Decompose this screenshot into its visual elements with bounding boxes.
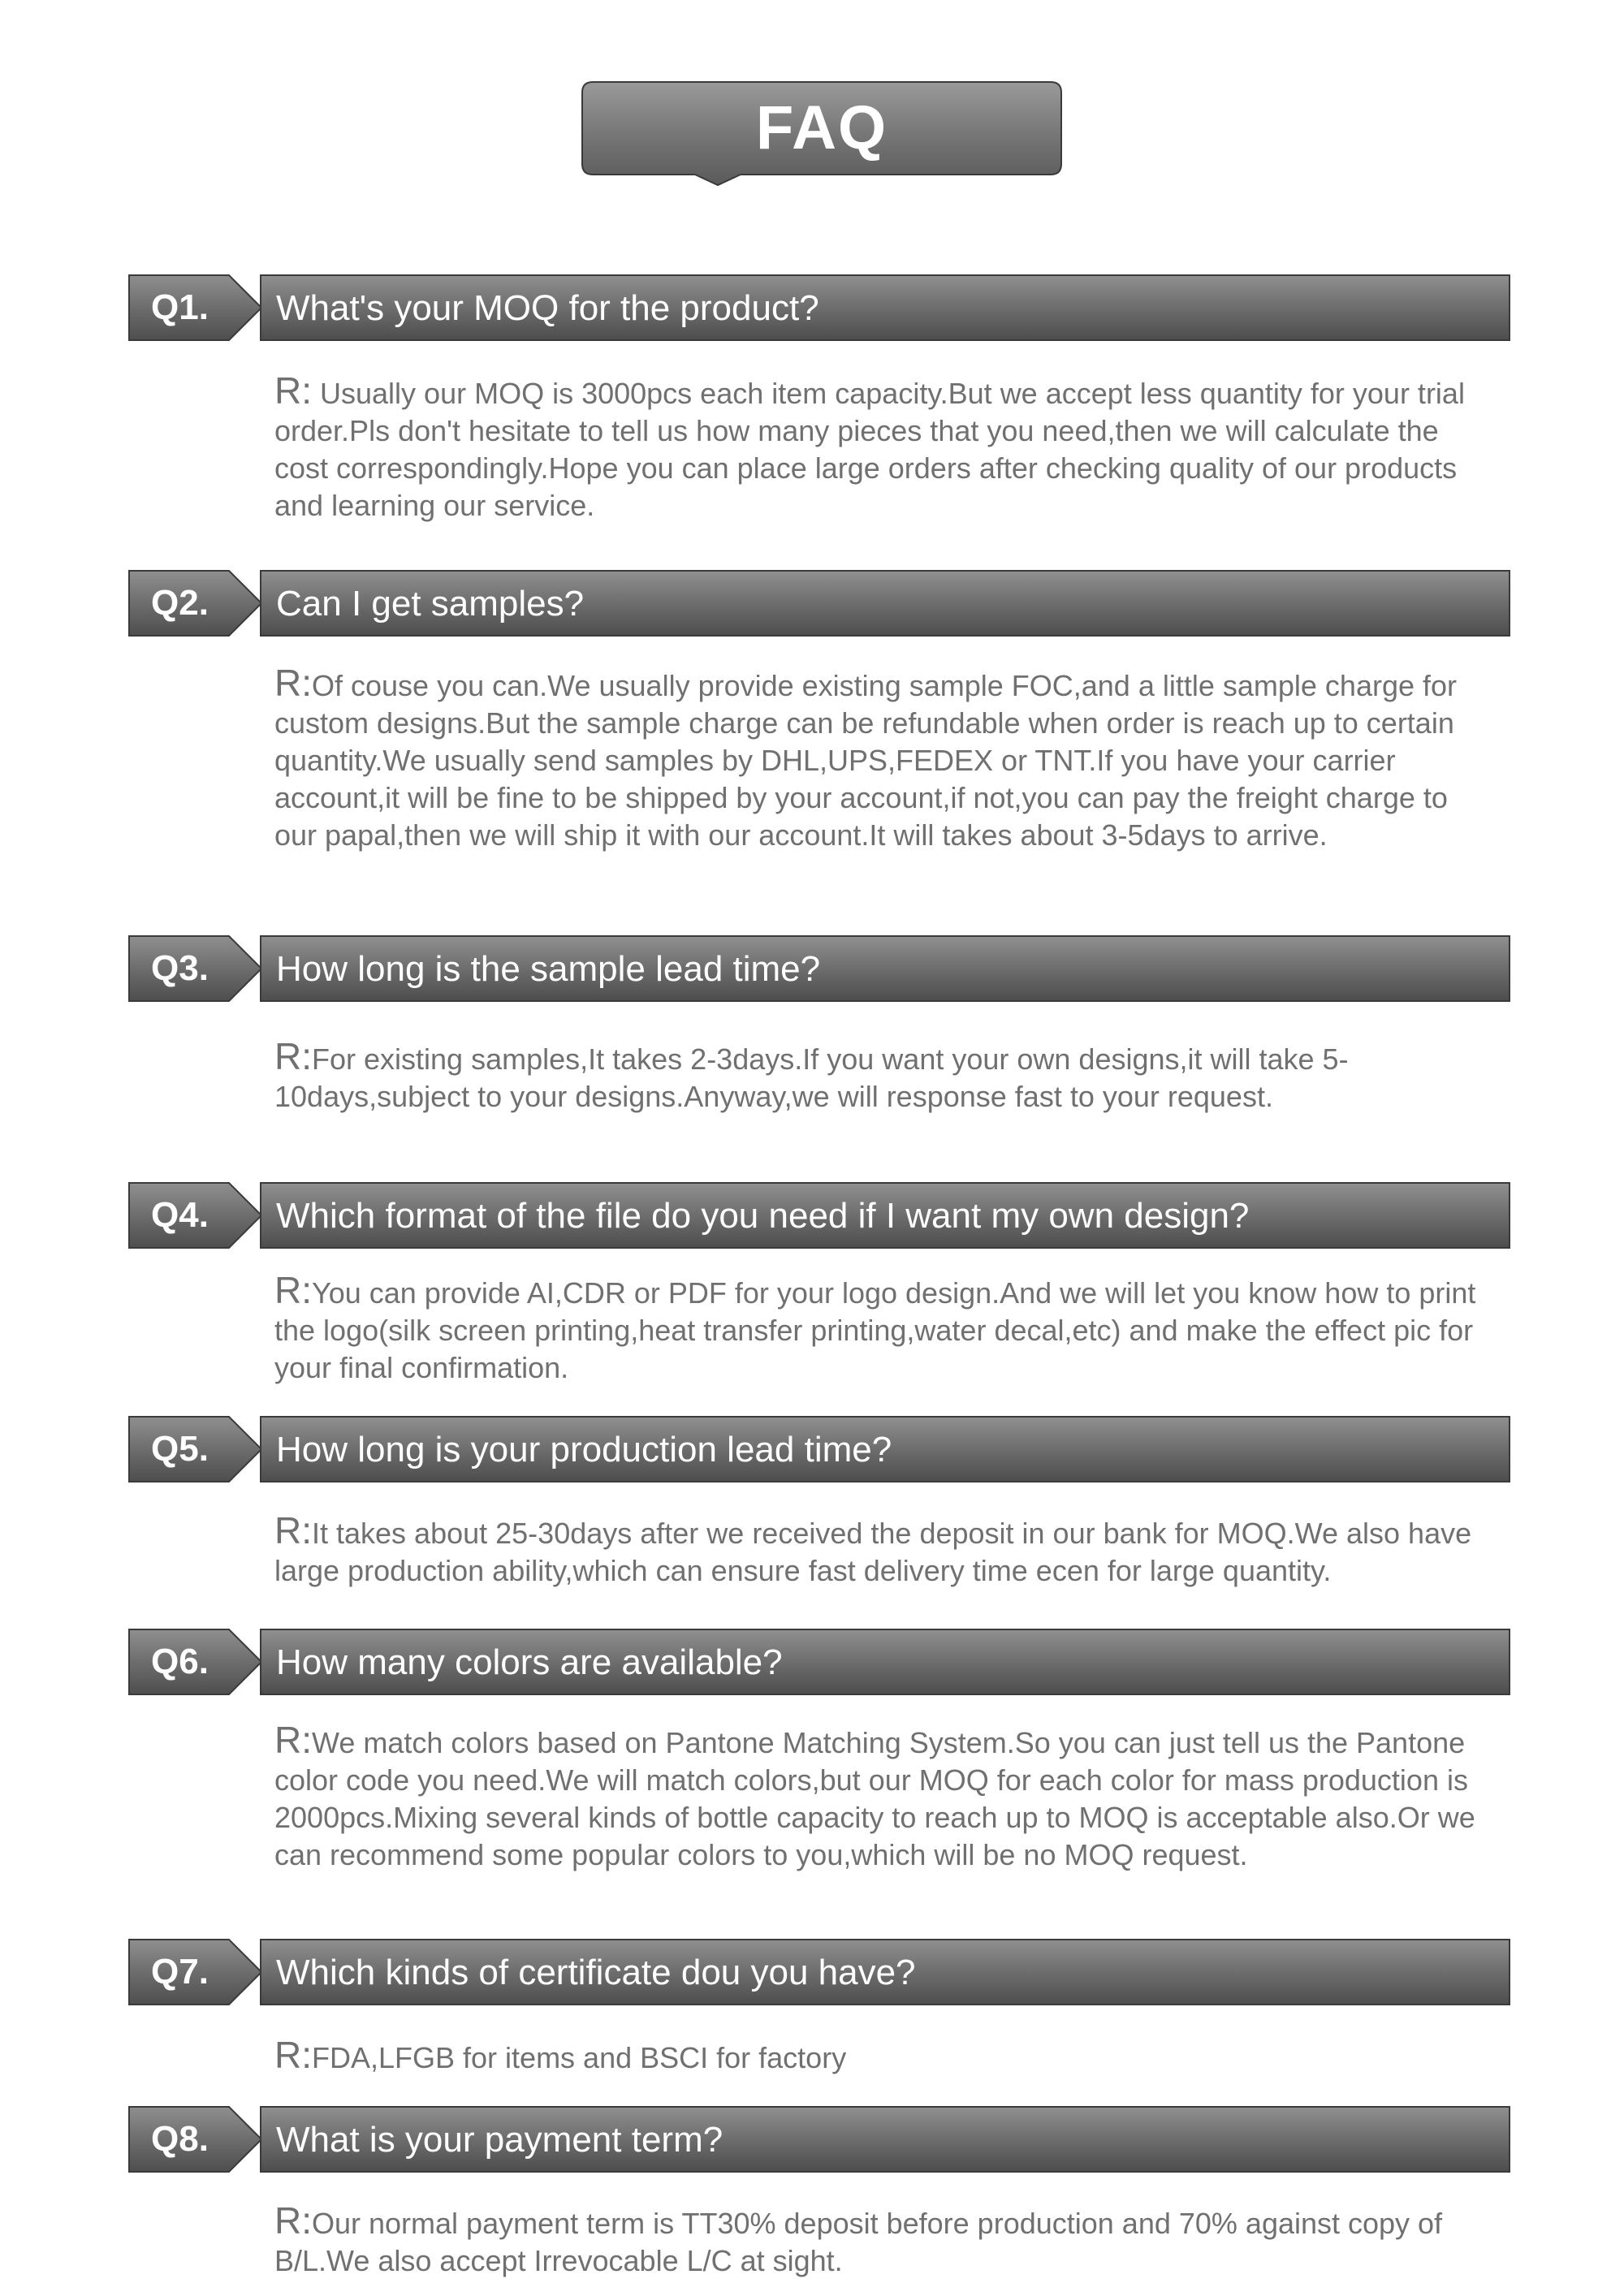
question-number: Q8. [151,2119,209,2159]
answer-prefix: R: [274,1719,312,1761]
answer-text [274,664,1492,854]
question-tag [128,935,263,1002]
faq-item-q7 [128,1939,1509,2077]
question-row [128,1939,1509,2005]
answer-body: Of couse you can.We usually provide existing sample FOC,and a little sample charge for custom designs.But the sample charge can be refundable when order is reach up to certain quantity.We usually send samples by DHL,UPS,FEDEX or TNT.If you have your carrier account,it will be fine to be shipped by your account,if not,you can pay the freight charge to our papal,then we will ship it with our account.It will takes about 3-5days to arrive. [274,669,1458,852]
faq-item-q6 [128,1629,1509,1874]
question-tag [128,274,263,341]
question-text: How long is the sample lead time? [276,949,821,989]
question-row [128,1629,1509,1695]
answer-prefix: R: [274,2199,312,2242]
question-number: Q3. [151,948,209,988]
answer-prefix: R: [274,369,312,412]
question-tag [128,1182,263,1249]
question-bar [260,2106,1510,2173]
answer-prefix: R: [274,1035,312,1077]
question-row [128,274,1509,341]
faq-header-badge [581,81,1062,187]
answer-prefix: R: [274,2034,312,2076]
faq-item-q2 [128,570,1509,854]
answer-body: You can provide AI,CDR or PDF for your logo design.And we will let you know how to print the logo(silk screen printing,heat transfer printing,water decal,etc) and make the effect pic for your final confirmation. [274,1276,1476,1384]
question-number: Q5. [151,1429,209,1469]
question-text: Which format of the file do you need if I want my own design? [276,1196,1250,1236]
question-number: Q2. [151,583,209,623]
faq-item-q8 [128,2106,1509,2280]
answer-body: We match colors based on Pantone Matching System.So you can just tell us the Pantone color code you need.We will match colors,but our MOQ for each color for mass production is 2000pcs.Mixing several kinds of bottle capacity to reach up to MOQ is acceptable also.Or we can recommend some popular colors to you,which will be no MOQ request. [274,1726,1475,1871]
question-number: Q7. [151,1952,209,1992]
question-bar [260,1939,1510,2005]
answer-prefix: R: [274,1509,312,1552]
question-row [128,2106,1509,2173]
answer-prefix: R: [274,1269,312,1311]
answer-text [274,1721,1492,1874]
question-bar [260,570,1510,637]
answer-body: FDA,LFGB for items and BSCI for factory [312,2041,847,2074]
answer-text [274,1509,1492,1590]
question-text: What's your MOQ for the product? [276,288,819,328]
question-bar [260,935,1510,1002]
answer-body: Our normal payment term is TT30% deposit before production and 70% against copy of B/L.We also accept Irrevocable L/C at sight. [274,2207,1443,2277]
question-bar [260,1182,1510,1249]
question-bar [260,274,1510,341]
question-row [128,570,1509,637]
question-bar [260,1629,1510,1695]
question-tag [128,1416,263,1482]
question-row [128,1182,1509,1249]
answer-text [274,1035,1492,1116]
question-text: How many colors are available? [276,1642,783,1682]
answer-text [274,2199,1492,2280]
answer-text [274,2036,1492,2077]
answer-body: It takes about 25-30days after we received the deposit in our bank for MOQ.We also have large production ability,which can ensure fast delivery time ecen for large quantity. [274,1517,1472,1587]
faq-item-q3 [128,935,1509,1116]
question-row [128,935,1509,1002]
faq-item-q1 [128,274,1509,524]
answer-prefix: R: [274,662,312,704]
faq-item-q5 [128,1416,1509,1590]
question-tag [128,570,263,637]
question-text: Can I get samples? [276,584,585,624]
question-row [128,1416,1509,1482]
question-number: Q1. [151,287,209,327]
question-tag [128,1939,263,2005]
answer-text [274,369,1492,524]
question-text: Which kinds of certificate dou you have? [276,1953,916,1992]
question-number: Q4. [151,1195,209,1235]
question-bar [260,1416,1510,1482]
question-number: Q6. [151,1642,209,1681]
question-tag [128,1629,263,1695]
answer-body: For existing samples,It takes 2-3days.If you want your own designs,it will take 5-10days,subject to your designs.Anyway,we will response fast to your request. [274,1042,1349,1113]
page-title: FAQ [755,93,888,162]
answer-text [274,1271,1492,1387]
answer-body: Usually our MOQ is 3000pcs each item capacity.But we accept less quantity for your trial order.Pls don't hesitate to tell us how many pieces that you need,then we will calculate the cost correspondingly.Hope you can place large orders after checking quality of our products and learning our service. [274,377,1465,522]
faq-item-q4 [128,1182,1509,1387]
question-text: What is your payment term? [276,2120,723,2160]
question-text: How long is your production lead time? [276,1430,892,1470]
question-tag [128,2106,263,2173]
